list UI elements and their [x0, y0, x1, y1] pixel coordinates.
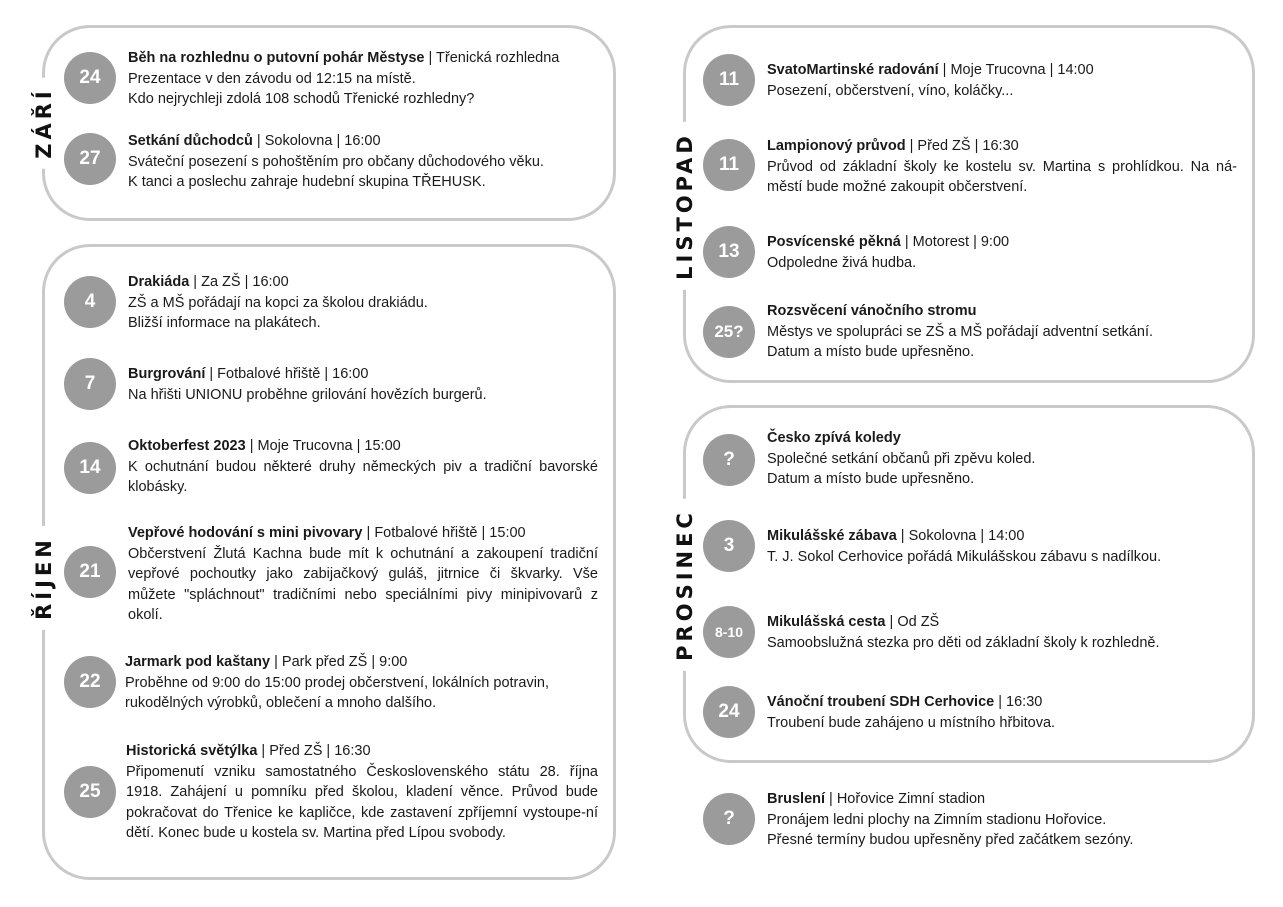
event-title: Bruslení	[767, 791, 826, 807]
date-badge: 11	[703, 54, 755, 106]
event-title: Burgrování	[128, 366, 206, 382]
event-line: Datum a místo bude upřesněno.	[767, 471, 975, 487]
event-title: Mikulášské zábava	[767, 528, 897, 544]
event-info: | 16:30	[994, 694, 1043, 710]
date-badge: 21	[64, 546, 116, 598]
event-line: Na hřišti UNIONU proběhne grilování hovězích burgerů.	[128, 386, 487, 403]
event-line: Datum a místo bude upřesněno.	[767, 344, 975, 360]
date-badge: 25?	[703, 306, 755, 358]
event-line: Posezení, občerstvení, víno, koláčky...	[767, 82, 1014, 99]
event-description: Připomenutí vzniku samostatného Československého státu 28. října 1918. Zahájení u pomníku před školou, kladení věnce. Průvod bude pokračovat do Třenice ke kapličce, kde zastavení zpříjemní vystoupe-ní dětí. Konec bude u kostela sv. Martina před Lípou svobody.	[126, 763, 598, 841]
event-title: Vepřové hodování s mini pivovary	[128, 525, 363, 541]
date-badge: 25	[64, 766, 116, 818]
event-line: Sváteční posezení s pohoštěním pro občany důchodového věku.	[128, 153, 544, 170]
event-line: Společné setkání občanů při zpěvu koled.	[767, 450, 1036, 467]
event-line: Městys ve spolupráci se ZŠ a MŠ pořádají adventní setkání.	[767, 323, 1154, 340]
event-title: Drakiáda	[128, 274, 190, 290]
event-info: | Před ZŠ | 16:30	[257, 743, 371, 759]
event-title: Vánoční troubení SDH Cerhovice	[767, 694, 995, 710]
date-badge: 24	[703, 686, 755, 738]
event-title: SvatoMartinské radování	[767, 62, 939, 78]
date-badge: 11	[703, 139, 755, 191]
date-badge: 27	[64, 133, 116, 185]
date-badge: ?	[703, 434, 755, 486]
date-badge: 7	[64, 358, 116, 410]
event-line: ZŠ a MŠ pořádají na kopci za školou drakiádu.	[128, 294, 428, 311]
event-info: | Hořovice Zimní stadion	[825, 791, 986, 807]
event-info: | Od ZŠ	[885, 614, 940, 630]
event-info: | Fotbalové hřiště | 15:00	[362, 525, 526, 541]
event-line: Kdo nejrychleji zdolá 108 schodů Třenické rozhledny?	[128, 91, 475, 107]
event-line: Troubení bude zahájeno u místního hřbitova.	[767, 714, 1056, 731]
event-line: K tanci a poslechu zahraje hudební skupina TŘEHUSK.	[128, 174, 486, 190]
event-title: Posvícenské pěkná	[767, 234, 901, 250]
date-badge: 22	[64, 656, 116, 708]
date-badge: 13	[703, 226, 755, 278]
event-info: | Fotbalové hřiště | 16:00	[205, 366, 369, 382]
event-title: Rozsvěcení vánočního stromu	[767, 303, 977, 319]
event-description: Průvod od základní školy ke kostelu sv. Martina s prohlídkou. Na ná-městí bude možné zakoupit občerstvení.	[767, 158, 1237, 195]
event-title: Jarmark pod kaštany	[125, 654, 271, 670]
event-line: Prezentace v den závodu od 12:15 na místě.	[128, 70, 416, 87]
event-info: | Za ZŠ | 16:00	[189, 274, 289, 290]
event-line: Pronájem ledni plochy na Zimním stadionu Hořovice.	[767, 811, 1107, 828]
event-info: | Třenická rozhledna	[424, 50, 560, 66]
event-title: Česko zpívá koledy	[767, 430, 901, 446]
event-info: | Sokolovna | 16:00	[252, 133, 381, 149]
date-badge: 8-10	[703, 606, 755, 658]
month-label-zari: ZÁŘÍ	[32, 77, 56, 168]
event-info: | Před ZŠ | 16:30	[905, 138, 1019, 154]
event-line: T. J. Sokol Cerhovice pořádá Mikulášskou zábavu s nadílkou.	[767, 548, 1162, 565]
event-line: Odpoledne živá hudba.	[767, 254, 917, 271]
date-badge: 24	[64, 52, 116, 104]
month-label-rijen: ŘÍJEN	[32, 526, 56, 630]
event-description: Proběhne od 9:00 do 15:00 prodej občerstvení, lokálních potravin, rukodělných výrobků, oblečení a mnoho dalšího.	[125, 674, 550, 711]
event-info: | Park před ZŠ | 9:00	[270, 654, 408, 670]
date-badge: 3	[703, 520, 755, 572]
event-title: Lampionový průvod	[767, 138, 906, 154]
event-title: Historická světýlka	[126, 743, 258, 759]
event-title: Běh na rozhlednu o putovní pohár Městyse	[128, 50, 425, 66]
date-badge: ?	[703, 793, 755, 845]
date-badge: 4	[64, 276, 116, 328]
event-line: Bližší informace na plakátech.	[128, 315, 321, 331]
event-info: | Motorest | 9:00	[900, 234, 1010, 250]
date-badge: 14	[64, 442, 116, 494]
month-label-prosinec: PROSINEC	[673, 499, 697, 671]
event-title: Setkání důchodců	[128, 133, 253, 149]
event-description: Občerstvení Žlutá Kachna bude mít k ochutnání a zakoupení tradiční vepřové pochoutky jako zabijačkový guláš, jitrnice či škvarky. Vše můžete "spláchnout" tradičními nebo speciálními pivy minipivovarů z okolí.	[128, 545, 598, 623]
event-info: | Moje Trucovna | 15:00	[249, 438, 401, 454]
event-title: Mikulášská cesta	[767, 614, 886, 630]
event-description: K ochutnání budou některé druhy německých piv a tradiční bavorské klobásky.	[128, 458, 598, 495]
event-line: Samoobslužná stezka pro děti od základní školy k rozhledně.	[767, 634, 1160, 651]
event-title: Oktoberfest 2023	[128, 438, 250, 454]
event-line: Přesné termíny budou upřesněny před začátkem sezóny.	[767, 832, 1134, 848]
event-info: | Moje Trucovna | 14:00	[938, 62, 1094, 78]
event-info: | Sokolovna | 14:00	[896, 528, 1025, 544]
month-label-listopad: LISTOPAD	[673, 122, 697, 290]
